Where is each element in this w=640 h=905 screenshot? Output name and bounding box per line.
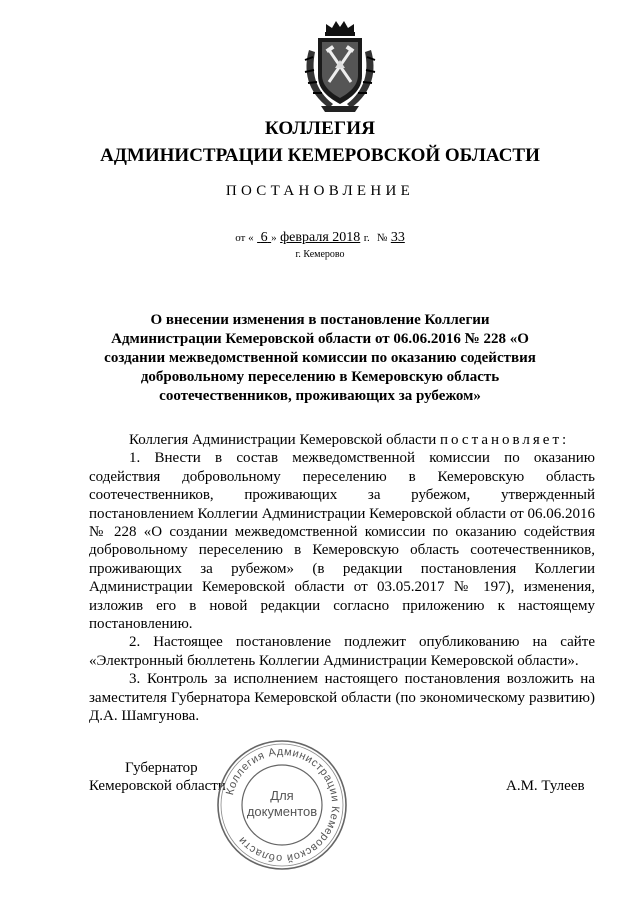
date-number-line <box>0 230 640 246</box>
date-year-suffix: г. <box>363 232 370 244</box>
decree-word: постановляет: <box>440 432 570 448</box>
stamp-center-line-2: документов <box>246 804 318 819</box>
body-item-3: 3. Контроль за исполнением настоящего постановления возложить на заместителя Губернатора Кемеровской области (по экономическому развитию) Д.А. Шамгунова. <box>89 671 595 725</box>
stamp-center-line-1: Для <box>270 788 294 803</box>
date-month-year: февраля 2018 <box>280 230 361 245</box>
date-day: 6 <box>260 230 268 245</box>
document-body <box>89 431 595 726</box>
date-mid: » <box>271 232 277 244</box>
body-item-2: 2. Настоящее постановление подлежит опубликованию на сайте «Электронный бюллетень Коллегии Администрации Кемеровской области». <box>89 634 595 669</box>
official-stamp <box>215 738 349 872</box>
coat-of-arms-icon <box>299 20 381 112</box>
number-prefix: № <box>376 232 388 244</box>
signatory-position-line-2: Кемеровской области <box>89 778 226 794</box>
city-label: г. Кемерово <box>295 249 345 260</box>
date-prefix: от « <box>235 232 254 244</box>
signatory-position-line-1: Губернатор <box>125 760 198 776</box>
signatory-name: А.М. Тулеев <box>506 778 585 794</box>
body-item-1: 1. Внести в состав межведомственной комиссии по оказанию содействия добровольному переселению в Кемеровскую область соотечественников, проживающих за рубежом, утвержденный постановлением Коллегии Администрации Кемеровской области от 06.06.2016 № 228 «О создании межведомственной комиссии по оказанию содействия добровольному переселению в Кемеровскую область соотечественников, проживающих за рубежом» (в редакции постановления Коллегии Администрации Кемеровской области от 03.05.2017 № 197), изменения, изложив его в новой редакции согласно приложению к настоящему постановлению. <box>89 450 595 633</box>
document-number: 33 <box>390 230 405 245</box>
document-title: О внесении изменения в постановление Коллегии Администрации Кемеровской области от 06.06.2016 № 228 «О создании межведомственной комиссии по оказанию содействия добровольному переселению в Кемеровскую область соотечественников, проживающих за рубежом» <box>104 312 536 404</box>
organization-line-2: АДМИНИСТРАЦИИ КЕМЕРОВСКОЙ ОБЛАСТИ <box>100 145 540 166</box>
document-type: ПОСТАНОВЛЕНИЕ <box>225 183 415 199</box>
intro-paragraph: Коллегия Администрации Кемеровской области постановляет: <box>129 432 570 448</box>
organization-line-1: КОЛЛЕГИЯ <box>264 118 376 139</box>
stamp-ring-text: Коллегия Администрации Кемеровской области <box>224 745 342 865</box>
